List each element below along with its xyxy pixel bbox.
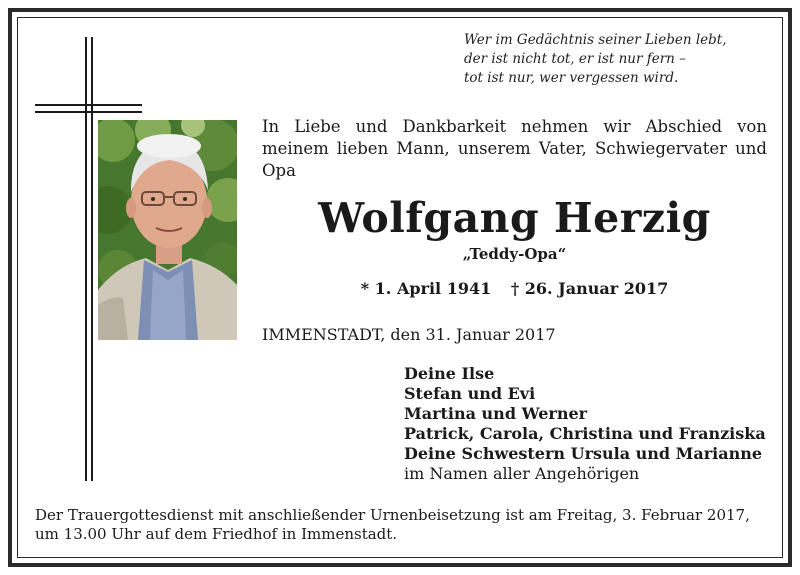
deceased-nickname: „Teddy-Opa“ xyxy=(462,245,567,263)
mourners-list xyxy=(404,364,774,484)
life-dates xyxy=(262,279,767,298)
mourner: Patrick, Carola, Christina und Franziska xyxy=(404,424,766,443)
mourner: Martina und Werner xyxy=(404,404,588,423)
deceased-name: Wolfgang Herzig xyxy=(318,194,711,242)
intro-text: In Liebe und Dankbarkeit nehmen wir Abschied von meinem lieben Mann, unserem Vater, Schwiegervater und Opa xyxy=(262,117,767,180)
portrait-photo xyxy=(98,120,237,340)
mourner: Deine Schwestern Ursula und Marianne xyxy=(404,444,763,463)
mourner: Stefan und Evi xyxy=(404,384,536,403)
closing-line: im Namen aller Angehörigen xyxy=(404,464,640,483)
cross-horizontal-line-1 xyxy=(35,104,142,106)
birth-date: * 1. April 1941 xyxy=(360,279,492,298)
death-date: † 26. Januar 2017 xyxy=(510,279,669,298)
memorial-poem xyxy=(420,31,770,88)
place-and-date: IMMENSTADT, den 31. Januar 2017 xyxy=(262,325,556,344)
poem-line: der ist nicht tot, er ist nur fern – xyxy=(464,51,686,67)
poem-line: tot ist nur, wer vergessen wird. xyxy=(464,70,679,86)
service-information: Der Trauergottesdienst mit anschließender Urnenbeisetzung ist am Freitag, 3. Februar 2017, um 13.00 Uhr auf dem Friedhof in Immenstadt. xyxy=(35,506,750,543)
poem-line: Wer im Gedächtnis seiner Lieben lebt, xyxy=(464,32,727,48)
mourner: Deine Ilse xyxy=(404,364,495,383)
cross-horizontal-line-2 xyxy=(35,111,142,113)
